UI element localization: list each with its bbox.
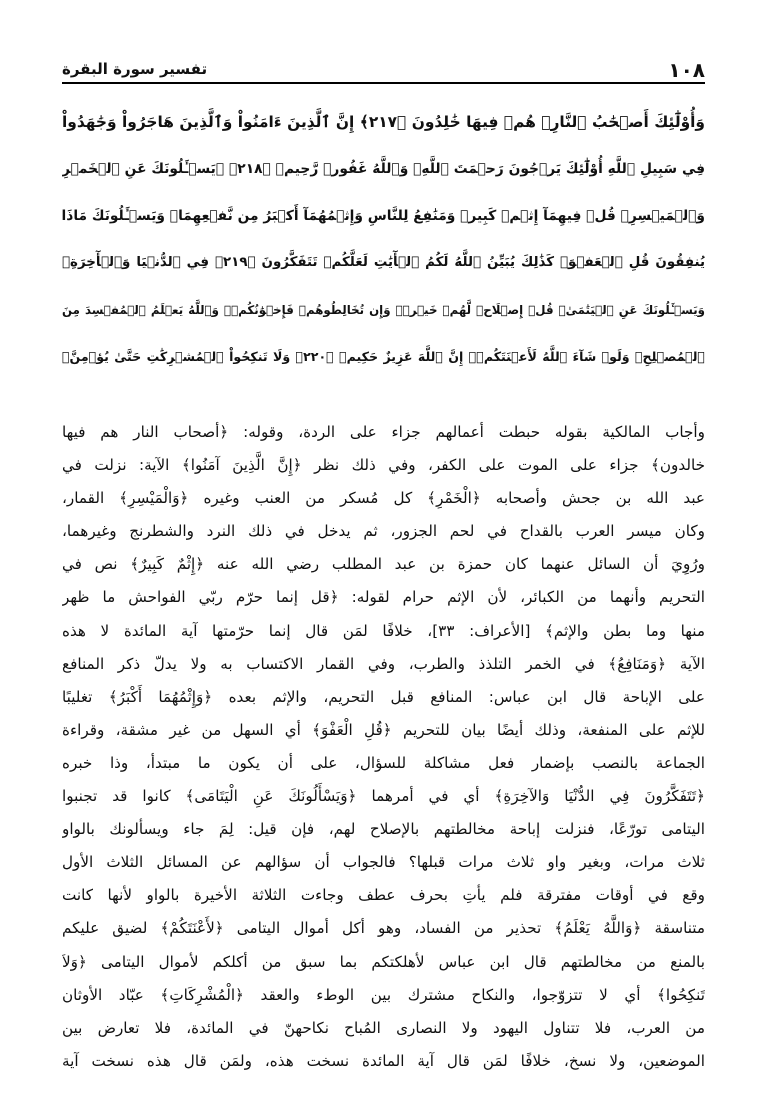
commentary-line: خالدون﴾ جزاء على الموت على الكفر، وفي ذلك نظر ﴿إِنَّ الَّذِينَ آمَنُوا﴾ الآية: نزلت في xyxy=(62,456,705,475)
commentary-line: متناسقة ﴿وَاللَّهُ يَعْلَمُ﴾ تحذير من الفساد، وهو أكل أموال اليتامى ﴿لأَعْنَتَكُمْ﴾ لضيق عليكم xyxy=(62,919,705,938)
header-rule xyxy=(62,82,705,84)
quran-line: يُنفِقُونَ قُلِ ٱلۡعَفۡوَۗ كَذَٰلِكَ يُبَيِّنُ ٱللَّهُ لَكُمُ ٱلۡأٓيَٰتِ لَعَلَّكُمۡ تَتَفَكَّرُونَ ﴿٢١٩﴾ فِي ٱلدُّنۡيَا وَٱلۡأٓخِرَةِۗ xyxy=(62,255,705,270)
commentary-line: ﴿تَتَفَكَّرُونَ فِي الدُّنْيَا وَالآخِرَةِ﴾ أي في أمرهما ﴿وَيَسْأَلُونَكَ عَنِ الْيَتَامَى﴾ كانوا قد تجنبوا xyxy=(62,787,705,806)
commentary-line: منها وما بطن والإثم﴾ [الأعراف: ٣٣]، خلافًا لمَن قال إنما حرّمتها آية المائدة لا هذه xyxy=(62,621,705,640)
quran-text-block xyxy=(62,100,705,382)
commentary-line: وأجاب المالكية بقوله حبطت أعمالهم جزاء على الردة، وقوله: ﴿أصحاب النار هم فيها xyxy=(62,423,705,441)
commentary-line: عبد الله بن جحش وأصحابه ﴿الْخَمْرِ﴾ كل مُسكر من العنب وغيره ﴿وَالْمَيْسِرِ﴾ القمار، xyxy=(62,489,705,508)
commentary-line: من العرب، فلا تتناول اليهود ولا النصارى المُباح نكاحهنّ في المائدة، فلا تعارض بين xyxy=(62,1018,705,1037)
commentary-line: الجماعة بالنصب بإضمار فعل مشاكلة للسؤال، على أن يكون ما مبتدأ، وذا خبره xyxy=(62,753,705,772)
commentary-line: ثلاث مرات، وبغير واو ثلاث مرات قبلها؟ فالجواب أن سؤالهم عن المسائل الثلاث الأول xyxy=(62,853,705,872)
page-number: ١٠٨ xyxy=(668,58,705,82)
commentary-line: على الإباحة قال ابن عباس: المنافع قبل التحريم، والإثم بعده ﴿وَإِثْمُهُمَا أَكْبَرُ﴾ تغليبًا xyxy=(62,687,705,706)
commentary-line: للإثم على المنفعة، وذلك أيضًا بيان للتحريم ﴿قُلِ الْعَفْوَ﴾ أي السهل من غير مشقة، وقراءة xyxy=(62,720,705,739)
commentary-line: تَنكِحُوا﴾ أي لا تتزوّجوا، والنكاح مشترك بين الوطء والعقد ﴿الْمُشْرِكَاتِ﴾ عبّاد الأوثان xyxy=(62,985,705,1004)
commentary-line: التحريم وأنهما من الكبائر، لأن الإثم حرام لقوله: ﴿قل إنما حرّم ربّي الفواحش ما ظهر xyxy=(62,588,705,607)
commentary-line: الموضعين، ولا نسخ، خلافًا لمَن قال آية المائدة نسخت هذه، ولمَن قال هذه نسخت آية xyxy=(62,1051,705,1070)
quran-line: فِي سَبِيلِ ٱللَّهِ أُوْلَٰٓئِكَ يَرۡجُونَ رَحۡمَتَ ٱللَّهِۚ وَٱللَّهُ غَفُورٞ رَّحِيمٞ ﴿٢١٨﴾ ۞يَسۡـَٔلُونَكَ عَنِ ٱلۡخَمۡرِ xyxy=(62,161,705,177)
quran-line: وَٱلۡمَيۡسِرِۖ قُلۡ فِيهِمَآ إِثۡمٞ كَبِيرٞ وَمَنَٰفِعُ لِلنَّاسِ وَإِثۡمُهُمَآ أَكۡبَرُ مِن نَّفۡعِهِمَاۗ وَيَسۡـَٔلُونَكَ مَاذَا xyxy=(62,208,705,224)
commentary-text-block xyxy=(62,416,705,1078)
page-header xyxy=(62,50,705,84)
quran-line: وَأُوْلَٰٓئِكَ أَصۡحَٰبُ ٱلنَّارِۖ هُمۡ فِيهَا خَٰلِدُونَ ﴿٢١٧﴾ إِنَّ ٱلَّذِينَ ءَامَنُواْ وَٱلَّذِينَ هَاجَرُواْ وَجَٰهَدُواْ xyxy=(62,113,705,131)
commentary-line: وقع في أوقات مفترقة فلم يأتِ بحرف عطف وجاءت الثلاثة الأخيرة بالواو لأنها كانت xyxy=(62,886,705,905)
commentary-line: اليتامى تورّعًا، فنزلت إباحة مخالطتهم بالإصلاح لهم، فإن قيل: لِمَ جاء ويسألونك بالواو xyxy=(62,820,705,839)
commentary-line: وكان ميسر العرب بالقداح في لحم الجزور، ثم يدخل في ذلك النرد والشطرنج وغيرهما، xyxy=(62,522,705,541)
commentary-line: ورُوِيَ أن السائل عنهما كان حمزة بن عبد المطلب رضي الله عنه ﴿إِثْمٌ كَبِيرٌ﴾ نص في xyxy=(62,555,705,574)
running-title: تفسير سورة البقرة xyxy=(62,60,208,78)
commentary-line: الآية ﴿وَمَنَافِعُ﴾ في الخمر التلذذ والطرب، وفي القمار الاكتساب به ولا يدلّ ذكر المنافع xyxy=(62,654,705,673)
commentary-line: بالمنع من مخالطتهم قال ابن عباس لأهلكتكم بما سبق من أكلكم لأموال اليتامى ﴿وَلاَ xyxy=(62,952,705,971)
quran-line: وَيَسۡـَٔلُونَكَ عَنِ ٱلۡيَتَٰمَىٰۖ قُلۡ إِصۡلَاحٞ لَّهُمۡ خَيۡرٞۖ وَإِن تُخَالِطُوهُمۡ فَإِخۡوَٰنُكُمۡۚ وَٱللَّهُ يَعۡلَمُ ٱلۡمُفۡسِدَ مِنَ xyxy=(62,303,705,317)
quran-line: ٱلۡمُصۡلِحِۚ وَلَوۡ شَآءَ ٱللَّهُ لَأَعۡنَتَكُمۡۚ إِنَّ ٱللَّهَ عَزِيزٌ حَكِيمٞ ﴿٢٢٠﴾ وَلَا تَنكِحُواْ ٱلۡمُشۡرِكَٰتِ حَتَّىٰ يُؤۡمِنَّۚ xyxy=(62,349,705,364)
